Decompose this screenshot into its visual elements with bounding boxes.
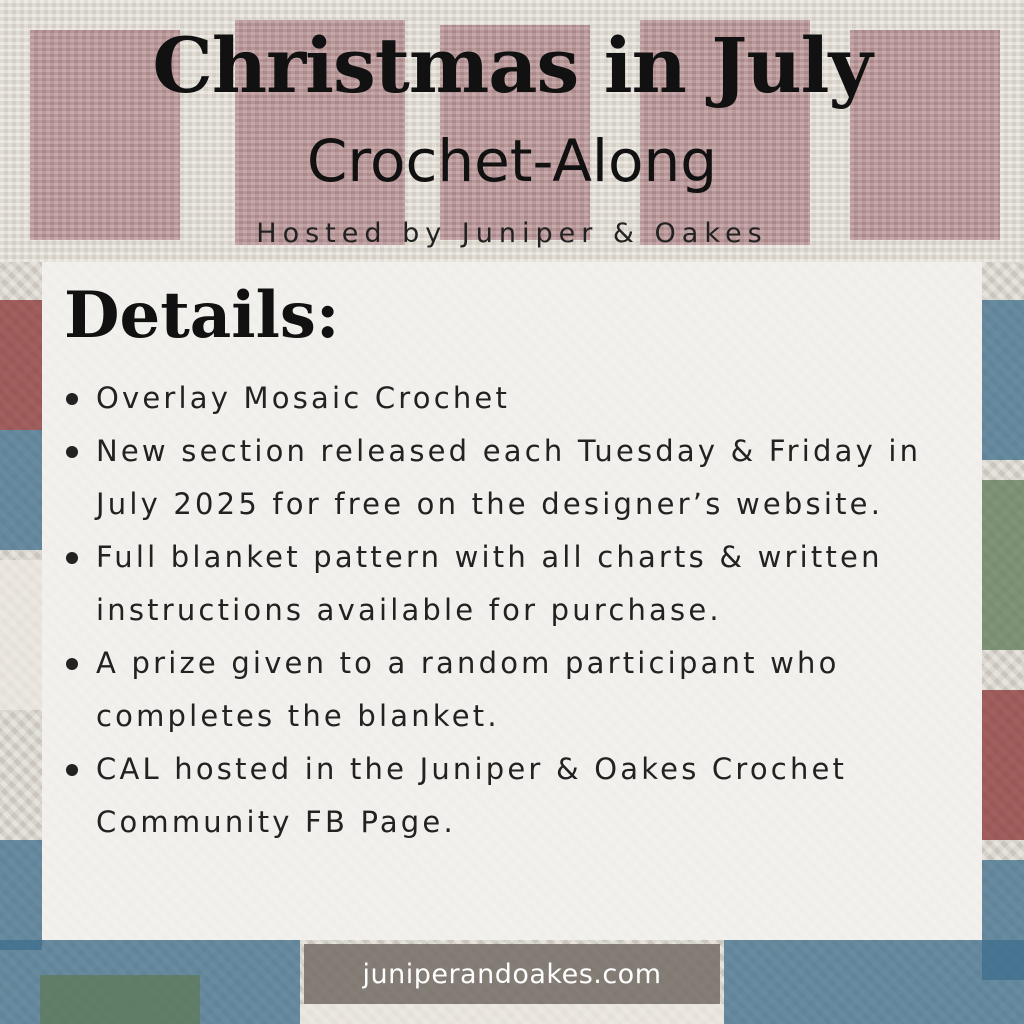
blanket-patch-cream	[300, 1004, 724, 1024]
list-item-text: Full blanket pattern with all charts & written instructions available for purchase.	[96, 540, 883, 627]
list-item-text: CAL hosted in the Juniper & Oakes Crochet Community FB Page.	[96, 752, 848, 839]
blanket-patch-green	[40, 975, 200, 1024]
blanket-patch-green	[982, 480, 1024, 650]
website-link[interactable]: juniperandoakes.com	[362, 958, 662, 990]
details-panel	[42, 262, 982, 940]
blanket-patch-red	[0, 300, 42, 430]
blanket-patch-blue	[0, 430, 42, 550]
bullet-icon	[66, 552, 78, 564]
blanket-patch-blue	[724, 940, 1024, 1024]
list-item-text: A prize given to a random participant who completes the blanket.	[96, 646, 840, 733]
host-line: Hosted by Juniper & Oakes	[256, 218, 768, 249]
details-list	[64, 372, 979, 849]
page-title: Christmas in July	[152, 21, 872, 110]
website-banner[interactable]	[304, 944, 720, 1004]
details-heading: Details:	[64, 278, 340, 353]
list-item	[64, 743, 979, 849]
blanket-patch-red	[982, 690, 1024, 840]
bullet-icon	[66, 658, 78, 670]
list-item-text: New section released each Tuesday & Friday in July 2025 for free on the designer’s website.	[96, 434, 922, 521]
page-subtitle: Crochet-Along	[306, 127, 718, 195]
list-item	[64, 425, 979, 531]
bullet-icon	[66, 393, 78, 405]
blanket-patch-blue	[982, 300, 1024, 460]
list-item	[64, 372, 979, 425]
bullet-icon	[66, 764, 78, 776]
list-item	[64, 637, 979, 743]
blanket-patch-blue	[0, 840, 42, 950]
blanket-patch-cream	[0, 560, 42, 710]
list-item	[64, 531, 979, 637]
list-item-text: Overlay Mosaic Crochet	[96, 381, 511, 415]
bullet-icon	[66, 446, 78, 458]
